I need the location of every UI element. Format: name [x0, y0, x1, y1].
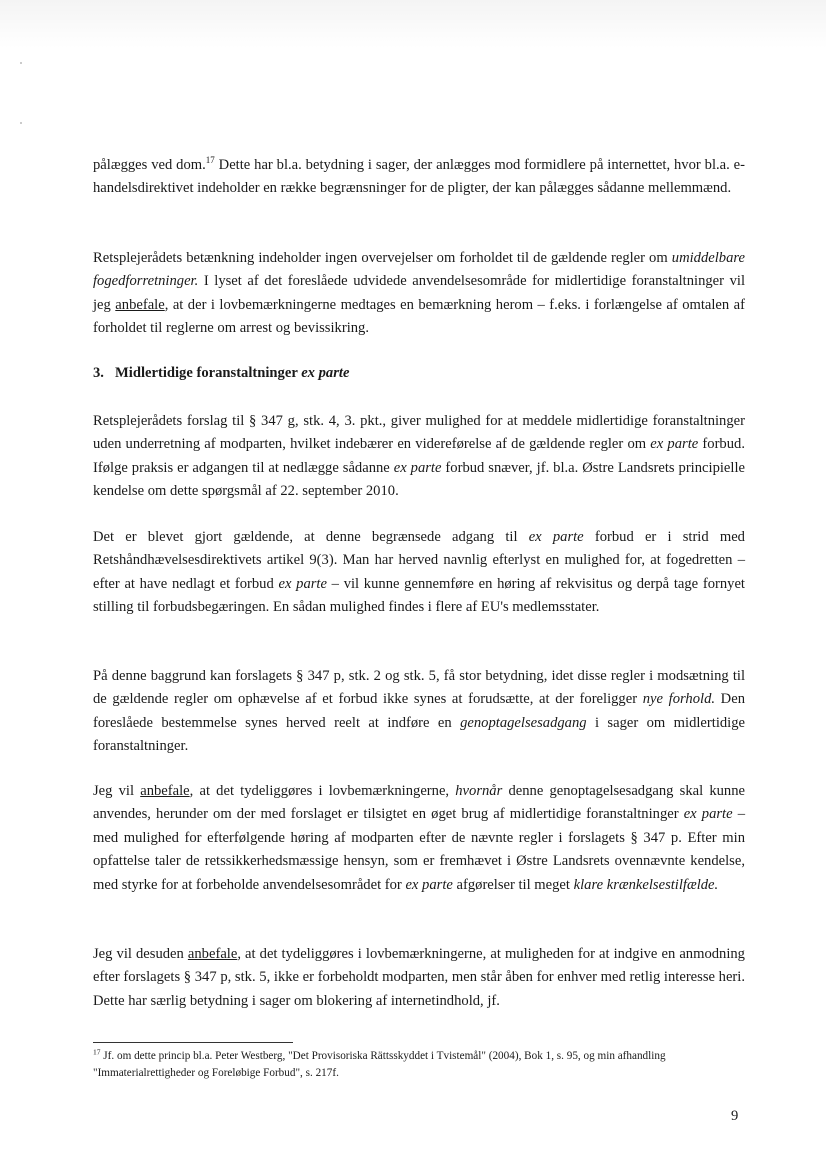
italic-text: genoptagelsesadgang	[460, 714, 587, 731]
italic-text: hvornår	[455, 783, 503, 799]
text: – vil kunne gennemføre en høring af rekvisitus og derpå tage fornyet stilling til forbudsbegæringen. En sådan mulighed findes i flere af EU's medlemsstater.	[93, 575, 745, 616]
underlined-text: anbefale	[187, 946, 238, 962]
text: forbud. Ifølge praksis er adgangen til at nedlægge sådanne	[93, 436, 745, 476]
scan-shadow	[0, 0, 826, 48]
paragraph-5	[93, 665, 745, 759]
text: , at der i lovbemærkningerne medtages en bemærkning herom – f.eks. i forlængelse af omtalen af forholdet til reglerne om arrest og bevissikring.	[93, 296, 745, 337]
text: Jeg vil desuden	[93, 946, 188, 962]
text: , at det tydeliggøres i lovbemærkningerne, at muligheden for at indgive en anmodning efter forslagets § 347 p, stk. 5, ikke er forbeholdt modparten, men står åben for enhver med retlig interesse heri. Dette har særlig betydning i sager om blokering af internetindhold, jf.	[93, 946, 745, 1009]
text: afgørelser til meget	[452, 876, 574, 893]
text: Dette har bl.a. betydning i sager, der anlægges mod formidlere på internettet, hvor bl.a. e-handelsdirektivet indeholder en række begrænsninger for de pligter, der kan pålægges sådanne mellemmænd.	[93, 157, 745, 197]
footnote-number: 17	[93, 1047, 101, 1057]
footnote	[93, 1048, 745, 1082]
italic-text: ex parte	[683, 806, 733, 823]
text: I lyset af det foreslåede udvidede anvendelsesområde for midlertidige foranstaltninger vil jeg	[93, 273, 745, 313]
footnote-text: Jf. om dette princip bl.a. Peter Westberg, "Det Provisoriska Rättsskyddet i Tvistemål" (2004), Bok 1, s. 95, og min afhandling "Immaterialrettigheder og Foreløbige Forbud", s. 217f.	[93, 1050, 666, 1079]
section-heading	[93, 365, 745, 382]
text: forbud er i strid med Retshåndhævelsesdirektivets artikel 9(3). Man har herved navnlig efterlyst en mulighed for, at fogedretten – efter at have nedlagt et forbud	[93, 529, 745, 592]
text: Retsplejerådets forslag til § 347 g, stk. 4, 3. pkt., giver mulighed for at meddele midlertidige foranstaltninger uden underretning af modparten, hvilket indebærer en videreførelse af de gældende regler om	[93, 413, 745, 453]
text: Jeg vil	[93, 783, 141, 799]
text: forbud snæver, jf. bl.a. Østre Landsrets principielle kendelse om dette spørgsmål af 22. september 2010.	[93, 459, 745, 500]
text: Den foreslåede bestemmelse synes herved reelt at indføre en	[93, 691, 745, 731]
paragraph-1	[93, 154, 745, 201]
scan-speck	[20, 122, 22, 124]
text: Retsplejerådets betænkning indeholder ingen overvejelser om forholdet til de gældende regler om	[93, 250, 672, 266]
text: På denne baggrund kan forslagets § 347 p, stk. 2 og stk. 5, få stor betydning, idet disse regler i modsætning til de gældende regler om ophævelse af et forbud ikke synes at forudsætte, at der foreligger	[93, 668, 745, 708]
section-title-italic: ex parte	[301, 365, 350, 381]
italic-text: nye forhold.	[642, 691, 716, 708]
page-number: 9	[731, 1108, 739, 1124]
underlined-text: anbefale	[115, 296, 165, 313]
paragraph-7	[93, 943, 745, 1013]
italic-text: umiddelbare fogedforretninger.	[93, 250, 745, 290]
text: Det er blevet gjort gældende, at denne begrænsede adgang til	[93, 529, 529, 545]
text: denne genoptagelsesadgang skal kunne anvendes, herunder om der med forslaget er tilsigtet en øget brug af midlertidige foranstaltninger	[93, 783, 745, 823]
italic-text: klare krænkelsestilfælde.	[573, 876, 719, 893]
scan-speck	[20, 62, 22, 64]
text: – med mulighed for efterfølgende høring af modparten efter de nævnte regler i forslagets § 347 p. Efter min opfattelse taler de retssikkerhedsmæssige hensyn, som er fremhævet i Østre Landsrets ovennævnte kendelse, med styrke for at forbeholde anvendelsesområdet for	[93, 806, 745, 893]
paragraph-2	[93, 247, 745, 341]
footnote-divider	[93, 1042, 293, 1043]
paragraph-3	[93, 410, 745, 504]
text: i sager om midlertidige foranstaltninger.	[93, 714, 746, 755]
italic-text: ex parte	[405, 876, 453, 893]
section-title: Midlertidige foranstaltninger	[115, 365, 302, 381]
footnote-ref: 17	[205, 155, 215, 166]
paragraph-6	[93, 780, 745, 897]
text: pålægges ved dom.	[93, 157, 206, 173]
underlined-text: anbefale	[140, 783, 190, 799]
section-number: 3.	[93, 365, 104, 381]
italic-text: ex parte	[278, 575, 327, 592]
text: , at det tydeliggøres i lovbemærkningerne,	[189, 783, 456, 799]
paragraph-4	[93, 526, 745, 620]
italic-text: ex parte	[528, 529, 584, 545]
italic-text: ex parte	[650, 436, 699, 453]
italic-text: ex parte	[393, 459, 442, 476]
